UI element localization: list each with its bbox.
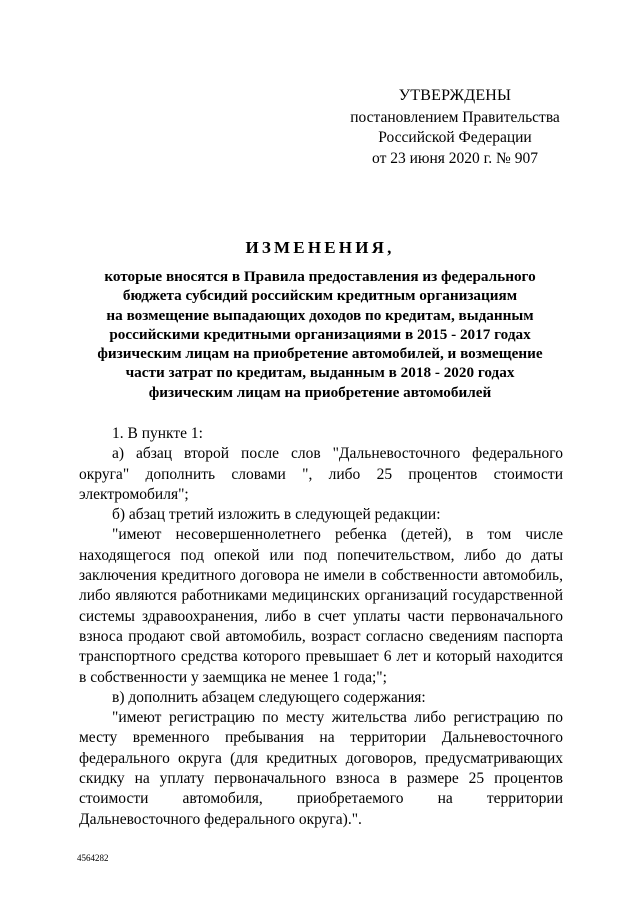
approval-line-3: от 23 июня 2020 г. № 907 xyxy=(372,149,538,167)
approval-stamp: УТВЕРЖДЕНЫ xyxy=(398,87,512,104)
approval-line-1: постановлением Правительства xyxy=(350,108,560,126)
subtitle-line: части затрат по кредитам, выданным в 2018 - 2020 годах xyxy=(125,364,515,382)
document-code: 4564282 xyxy=(77,853,109,863)
document-title: ИЗМЕНЕНИЯ, xyxy=(245,238,395,257)
paragraph-quote-c: "имеют регистрацию по месту жительства либо регистрацию по месту временного пребывания на территории Дальневосточного федерального округа (для кредитных договоров, предусматривающих скидку на уплату первоначального взноса в размере 25 процентов стоимости автомобиля, приобретаемого на территории Дальневосточного федерального округа).". xyxy=(79,709,563,828)
subtitle-line: которые вносятся в Правила предоставления из федерального xyxy=(104,268,536,285)
subtitle-line: физическим лицам на приобретение автомобилей xyxy=(148,383,492,401)
subtitle-line: на возмещение выпадающих доходов по кредитам, выданным xyxy=(106,306,534,324)
paragraph-quote-b: "имеют несовершеннолетнего ребенка (детей), в том числе находящегося под опекой или под попечительством, либо до даты заключения кредитного договора не имели в собственности автомобиль, либо являются работниками медицинских организаций государственной системы здравоохранения, либо в счет уплаты части первоначального взноса продают свой автомобиль, возраст согласно сведениям паспорта транспортного средства которого превышает 6 лет и который находится в собственности у заемщика не менее 1 года;"; xyxy=(79,526,563,686)
paragraph-item-1: 1. В пункте 1: xyxy=(112,425,203,442)
paragraph-sub-a: а) абзац второй после слов "Дальневосточного федерального округа" дополнить словами ", либо 25 процентов стоимости электромобиля"; xyxy=(79,445,563,503)
document-body xyxy=(79,424,563,830)
subtitle-line: физическим лицам на приобретение автомобилей, и возмещение xyxy=(97,345,543,363)
approval-line-2: Российской Федерации xyxy=(378,129,532,146)
approval-block xyxy=(330,86,580,169)
paragraph-sub-b: б) абзац третий изложить в следующей редакции: xyxy=(112,506,441,524)
document-heading xyxy=(60,238,580,402)
subtitle-line: бюджета субсидий российским кредитным организациям xyxy=(122,287,518,305)
subtitle-line: российскими кредитными организациями в 2015 - 2017 годах xyxy=(109,325,531,343)
paragraph-sub-c: в) дополнить абзацем следующего содержания: xyxy=(112,688,426,706)
